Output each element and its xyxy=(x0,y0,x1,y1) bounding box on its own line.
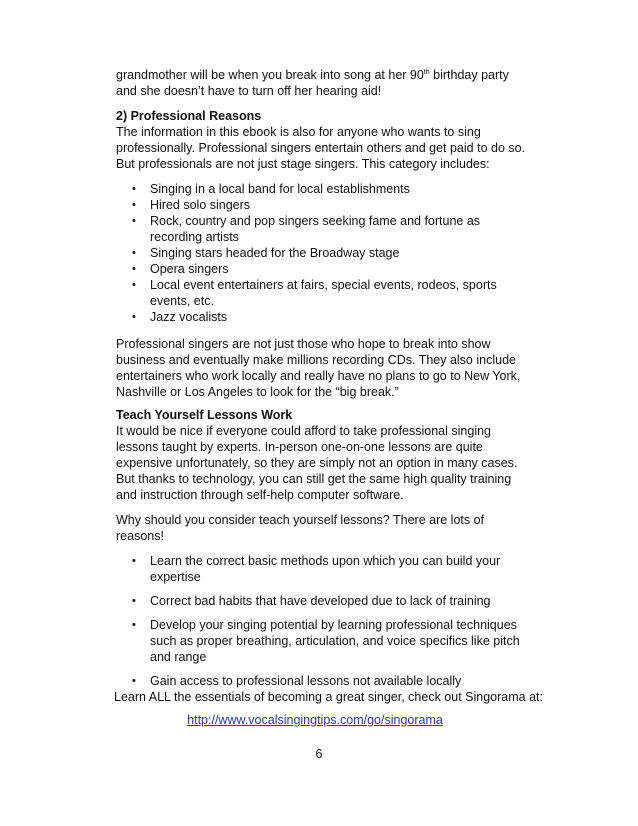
bullet-icon: • xyxy=(132,279,136,291)
heading-teach-yourself: Teach Yourself Lessons Work xyxy=(116,408,293,422)
intro-paragraph xyxy=(116,67,526,99)
list-item: • Singing stars headed for the Broadway stage xyxy=(132,246,400,260)
bullet-icon: • xyxy=(132,619,136,631)
list-item: • Rock, country and pop singers seeking fame and fortune as recording artists xyxy=(132,214,481,244)
page-number: 6 xyxy=(315,747,323,761)
singorama-link[interactable]: http://www.vocalsingingtips.com/go/singorama xyxy=(187,713,443,727)
list-item: • Jazz vocalists xyxy=(132,310,228,324)
bullet-icon: • xyxy=(132,675,136,687)
bullet-icon: • xyxy=(132,247,136,259)
intro-text: grandmother will be when you break into song at her 90 xyxy=(116,68,424,82)
page-content xyxy=(114,67,543,728)
professional-after-paragraph: Professional singers are not just those who hope to break into show business and eventually make millions recording CDs. They also include entertainers who work locally and really have no plans to go to New York, Nashville or Los Angeles to look for the “big break.” xyxy=(116,337,521,399)
bullet-icon: • xyxy=(132,311,136,323)
professional-categories-list xyxy=(116,181,526,325)
reasons-list xyxy=(116,553,526,689)
bullet-icon: • xyxy=(132,183,136,195)
list-item: • Learn the correct basic methods upon which you can build your expertise xyxy=(132,554,501,584)
list-item: • Correct bad habits that have developed due to lack of training xyxy=(132,594,491,608)
bullet-icon: • xyxy=(132,215,136,227)
bullet-icon: • xyxy=(132,555,136,567)
professional-body: The information in this ebook is also for anyone who wants to sing professionally. Professional singers entertain others and get paid to do so. But professionals are not just stage singers. This category includes: xyxy=(116,125,526,171)
bullet-icon: • xyxy=(132,263,136,275)
why-paragraph: Why should you consider teach yourself lessons? There are lots of reasons! xyxy=(116,513,485,543)
bullet-icon: • xyxy=(132,199,136,211)
list-item: • Gain access to professional lessons not available locally xyxy=(132,674,462,688)
cta-link-row xyxy=(104,712,526,728)
list-item: • Hired solo singers xyxy=(132,198,251,212)
ordinal-suffix: th xyxy=(423,68,430,76)
list-item: • Opera singers xyxy=(132,262,229,276)
bullet-icon: • xyxy=(132,595,136,607)
teach-body: It would be nice if everyone could afford to take professional singing lessons taught by experts. In-person one-on-one lessons are quite expensive unfortunately, so they are simply not an option in many cases. But thanks to technology, you can still get the same high quality training and instruction through self-help computer software. xyxy=(116,424,518,502)
list-item: • Develop your singing potential by learning professional techniques such as proper breathing, articulation, and voice specifics like pitch and range xyxy=(132,618,520,664)
list-item: • Local event entertainers at fairs, special events, rodeos, sports events, etc. xyxy=(132,278,497,308)
heading-professional-reasons: 2) Professional Reasons xyxy=(116,109,262,123)
intro-text-continued: birthday party and she doesn’t have to turn off her hearing aid! xyxy=(116,68,509,98)
cta-text: Learn ALL the essentials of becoming a great singer, check out Singorama at: xyxy=(114,690,543,704)
list-item: • Singing in a local band for local establishments xyxy=(132,182,410,196)
